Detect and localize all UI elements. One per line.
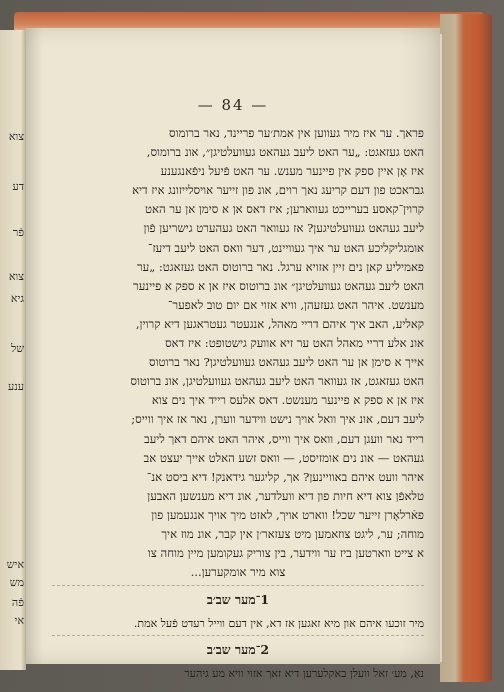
body-line: האט געזאגט, אז געוואר האט ליעב געהאט געוועלטיגן, אונ ברוטוס	[130, 374, 424, 389]
section-heading-2: 2־מער שב׳ב	[206, 642, 270, 658]
left-page-fragment: איש	[6, 558, 24, 571]
body-line: פאֿרלאָרן זייער שכל! ווארט אויך, לאזט מיך אויך אנגעמען פון	[151, 507, 424, 522]
body-line: קרוין־קאסע בערייכט געווארען; איז דאס אן א סימן אן ער האט	[145, 202, 424, 217]
body-line: מוחה; ער, ליגט צוזאמען מיט צעזאר׳ן אין קבר, אונ מוז איך	[161, 526, 424, 541]
body-line: פאמיליע קאן נים זיין אזויא ערגל. נאר ברוטוס האט געזאגט: „ער	[136, 259, 424, 274]
divider	[52, 585, 424, 586]
last-text-line: נאַ, מע׳ זאל וועלן באקלערען דיא זאך אזוי וויא מע גיהער	[184, 667, 424, 681]
body-line: איז אן א ספק א פיינער מענשט. דאס אלעס רייד איך נים צוא	[151, 393, 424, 408]
left-page-fragment: גיא	[10, 292, 24, 305]
page-body	[52, 124, 424, 682]
divider	[52, 635, 424, 636]
left-page-fragment: פֿה	[11, 596, 24, 609]
book-page	[26, 28, 440, 681]
left-page-fragment: אי	[14, 614, 24, 627]
left-page-fragment: צוא	[8, 130, 24, 143]
body-line: קאליע, האב איך איהם דריי מאהל, אנגעטר געטראגען דיא קרוין,	[135, 316, 424, 331]
body-line: געהאט — אונ נים אומזיסט, — וואס זשע האלט אייך יעצט אב	[143, 450, 424, 465]
body-line: איהר וועט איהם באוויינען? אך, קליגער גידאנק! דיא ביסט אנ־	[146, 469, 424, 484]
body-line: האט ליעב געהאט געוועלטיגן״ אונ ברוטוס איז אן א ספק א פיינער	[133, 278, 424, 293]
body-line: צוא מיר אומקערען...	[190, 565, 286, 580]
body-line: ליעב געהאט געוועלטיגען? אז געוואר האט געהערט גישריען פֿון	[143, 221, 424, 236]
left-page-fragment: צוא	[8, 270, 24, 283]
book-cover-spine-edge	[440, 14, 492, 682]
body-line: ליעב דעם, אונ איך וואל אויך נישט ווידער ווערן, נאר אז איך ווייס;	[131, 412, 424, 427]
body-line: רייד נאר וועגן דעם, וואס איך ווייס, איהר האט איהם דאך ליעב	[144, 431, 424, 446]
footnote-1: מיר זוכעו איהם און מיא זאגען אז דא, אין דעם ווייל רעדט פֿעל אמת.	[133, 617, 424, 631]
body-line: א צייט ווארטען ביז ער ווידער, בין צוריק געקומען מיין מוחה צו	[147, 546, 424, 561]
left-page-fragment: דע	[12, 180, 24, 193]
body-line: אונ אלע דריי מאהל האט ער זיא אוועק גישטופט: איז דאס	[165, 336, 424, 351]
body-line: אומגליקליכע האט ער איך געוויינט, דער וואס האט ליעב דיעז־	[148, 240, 424, 255]
body-line: גבראכט פון דעם קריעג נאך רוים, אונ פון זייער אויסלייזונג איז דיא	[132, 183, 424, 198]
left-page-fragment: פֿר	[12, 226, 24, 239]
body-line: האט געזאגט: „ער האט ליעב געהאט געוועלטיגן״, אונ ברומוס,	[146, 145, 424, 160]
body-paragraph	[52, 124, 424, 582]
page-number: — 84 —	[197, 96, 269, 114]
body-line: מענשט. איהר האט געזעהן, וויא אזוי אם יום טוב לאפער־	[167, 297, 424, 312]
body-line: אייך א סימן אן ער האט ליעב געהאט געוועלטיגן? נאר ברוטוס	[148, 355, 424, 370]
section-heading-1: 1־מער שב׳ב	[206, 592, 270, 608]
body-line: פראך. ער איז מיר געווען אין אמת׳ער פריינד, נאר ברומוס	[169, 126, 424, 140]
body-line: טלאפֿן צוא דיא חיות פון דיא וועלדער, אונ דיא מענשען האבען	[147, 488, 424, 503]
left-page-fragment: מש	[9, 576, 24, 589]
body-line: איז אָן איין ספק אין פיינער מענש. ער האט פֿיעל ניפֿאנגענע	[160, 164, 424, 179]
left-page-edge	[0, 30, 26, 670]
left-page-fragment: של	[11, 342, 24, 355]
left-page-fragment: ענע	[7, 380, 24, 393]
